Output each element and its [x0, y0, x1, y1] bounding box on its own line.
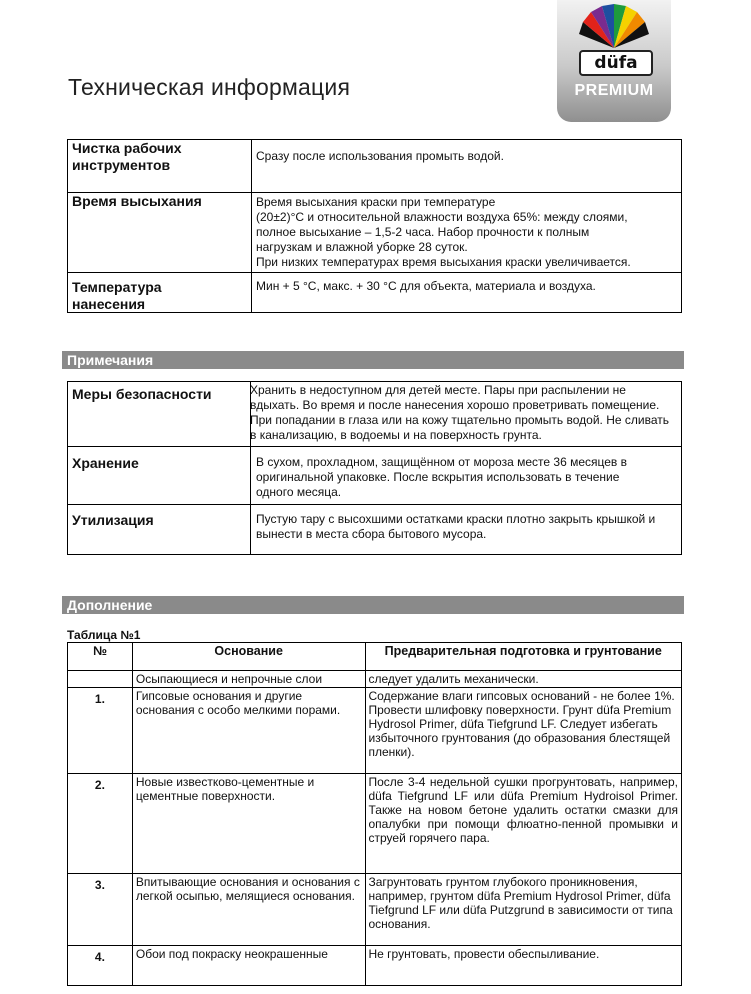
column-header: № — [68, 643, 133, 671]
row-base: Обои под покраску неокрашенные — [132, 946, 365, 986]
row-number: 1. — [68, 688, 133, 774]
row-number: 4. — [68, 946, 133, 986]
row-prep: Не грунтовать, провести обеспыливание. — [365, 946, 682, 986]
section-header-addition: Дополнение — [62, 596, 684, 614]
dufa-logo — [557, 0, 671, 122]
table-row — [68, 671, 682, 688]
tech-info-table — [67, 139, 682, 313]
row-base: Новые известково-цементные и цементные поверхности. — [132, 774, 365, 874]
row-label: Температура нанесения — [72, 279, 162, 312]
row-value: Пустую тару с высохшими остатками краски плотно закрыть крышкой и вынести в места сбора бытового мусора. — [256, 512, 656, 541]
table-row — [68, 192, 681, 273]
table-row — [68, 874, 682, 946]
row-base: Гипсовые основания и другие основания с особо мелкими порами. — [132, 688, 365, 774]
logo-brand-text: düfa — [579, 50, 653, 76]
row-label: Чистка рабочих инструментов — [72, 140, 182, 173]
row-prep: После 3-4 недельной сушки прогрунтовать, например, düfa Tiefgrund LF или düfa Premium Hydroisol Primer. Также на новом бетоне удалить остатки смазки для опалубки при помощи флюатно-пенной промывки и струей горячего пара. — [365, 774, 682, 874]
table-caption: Таблица №1 — [67, 628, 141, 642]
table-row — [68, 140, 681, 192]
value-line: При низких температурах время высыхания краски увеличивается. — [256, 255, 631, 269]
row-value — [256, 195, 668, 270]
value-line: нагрузкам и влажной уборке 28 суток. — [256, 240, 468, 254]
row-label: Утилизация — [72, 512, 154, 528]
row-value: Сразу после использования промыть водой. — [256, 149, 504, 163]
section-header-notes: Примечания — [62, 351, 684, 369]
notes-table — [67, 381, 682, 555]
table-row — [68, 946, 682, 986]
row-prep: Загрунтовать грунтом глубокого проникновения, например, грунтом düfa Premium Hydrosol Primer, düfa Tiefgrund LF или düfa Putzgrund в зависимости от типа основания. — [365, 874, 682, 946]
table-row — [68, 272, 681, 314]
row-value: Хранить в недоступном для детей месте. Пары при распылении не вдыхать. Во время и после нанесения хорошо проветривать помещение. При попадании в глаза или на кожу тщательно промыть водой. Не сливать в канализацию, в водоемы и на поверхность грунта. — [250, 383, 669, 442]
column-header: Предварительная подготовка и грунтование — [365, 643, 682, 671]
row-number — [68, 671, 133, 688]
row-number: 3. — [68, 874, 133, 946]
table-row — [68, 504, 681, 556]
table-row — [68, 774, 682, 874]
page-title: Техническая информация — [68, 74, 351, 100]
logo-premium-text: PREMIUM — [574, 82, 654, 99]
table-header-row — [68, 643, 682, 671]
row-label: Время высыхания — [72, 193, 202, 209]
row-value: В сухом, прохладном, защищённом от мороза месте 36 месяцев в оригинальной упаковке. После вскрытия использовать в течение одного месяца. — [256, 455, 627, 499]
row-base: Осыпающиеся и непрочные слои — [132, 671, 365, 688]
row-label: Хранение — [72, 455, 139, 471]
row-prep: Содержание влаги гипсовых оснований - не более 1%. Провести шлифовку поверхности. Грунт düfa Premium Hydrosol Primer, düfa Tiefgrund LF. Следует избегать избыточного грунтования (до образования блестящей пленки). — [365, 688, 682, 774]
value-line: полное высыхание – 1,5-2 часа. Набор прочности к полным — [256, 225, 590, 239]
row-value: Мин + 5 °С, макс. + 30 °С для объекта, материала и воздуха. — [256, 279, 596, 293]
row-label: Меры безопасности — [72, 386, 212, 402]
column-header: Основание — [132, 643, 365, 671]
row-base: Впитывающие основания и основания с легкой осыпью, мелящиеся основания. — [132, 874, 365, 946]
value-line: Время высыхания краски при температуре — [256, 195, 496, 209]
table-row — [68, 446, 681, 505]
value-line: (20±2)°С и относительной влажности воздуха 65%: между слоями, — [256, 210, 628, 224]
table-row — [68, 382, 681, 446]
substrate-table — [67, 642, 682, 986]
row-prep: следует удалить механически. — [365, 671, 682, 688]
table-row — [68, 688, 682, 774]
color-fan-icon — [557, 0, 671, 50]
row-number: 2. — [68, 774, 133, 874]
